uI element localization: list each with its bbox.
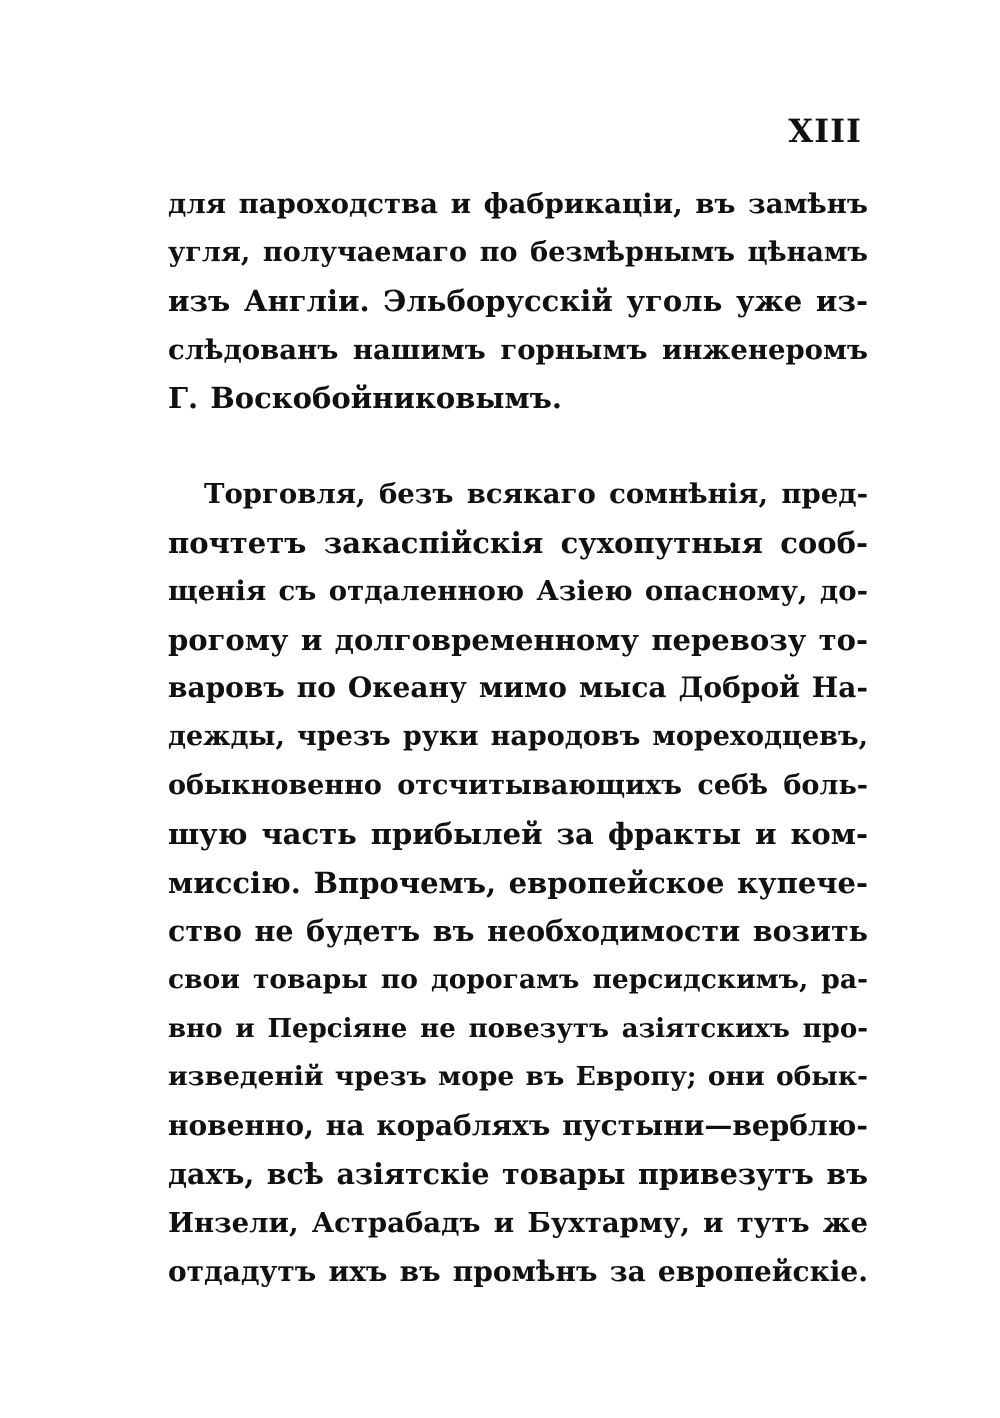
text-line: почтетъ закаспiйскiя сухопутныя сооб- bbox=[168, 525, 868, 560]
text-line: Инзели, Астрабадъ и Бухтарму, и тутъ же bbox=[168, 1206, 868, 1239]
text-line: дахъ, всѣ азiятскiе товары привезутъ въ bbox=[168, 1157, 868, 1192]
text-line: рогому и долговременному перевозу то- bbox=[168, 622, 868, 657]
text-line: обыкновенно отсчитывающихъ себѣ боль- bbox=[168, 769, 868, 801]
text-line: угля, получаемаго по безмѣрнымъ цѣнамъ bbox=[168, 236, 868, 268]
text-line: изведенiй чрезъ море въ Европу; они обык- bbox=[168, 1061, 868, 1093]
text-line: ство не будетъ въ необходимости возить bbox=[168, 914, 868, 949]
text-line: свои товары по дорогамъ персидскимъ, ра- bbox=[168, 963, 868, 995]
text-line: изъ Англiи. Эльборусскiй уголь уже из- bbox=[168, 284, 868, 319]
text-line: шую часть прибылей за фракты и ком- bbox=[168, 817, 868, 852]
text-line: отдадутъ ихъ въ промѣнъ за европейскiе. bbox=[168, 1254, 868, 1288]
text-line: щенiя съ отдаленною Азiею опасному, до- bbox=[168, 575, 868, 608]
text-line: дежды, чрезъ руки народовъ мореходцевъ, bbox=[168, 720, 868, 752]
text-line: Г. Воскобойниковымъ. bbox=[168, 381, 562, 416]
page-number: XIII bbox=[788, 112, 862, 150]
text-line: для пароходства и фабрикацiи, въ замѣнъ bbox=[168, 188, 868, 220]
text-line: новенно, на корабляхъ пустыни—верблю- bbox=[168, 1108, 868, 1142]
text-line: Торговля, безъ всякаго сомнѣнiя, пред- bbox=[204, 478, 868, 510]
text-line: слѣдованъ нашимъ горнымъ инженеромъ bbox=[168, 333, 868, 366]
paragraph-trade bbox=[168, 470, 868, 1296]
text-line: варовъ по Океану мимо мыса Доброй На- bbox=[168, 671, 868, 705]
text-line: вно и Персiяне не повезутъ азiятскихъ про- bbox=[168, 1013, 868, 1044]
text-line: миссiю. Впрочемъ, европейское купече- bbox=[168, 865, 868, 900]
paragraph-continuation bbox=[168, 180, 868, 423]
